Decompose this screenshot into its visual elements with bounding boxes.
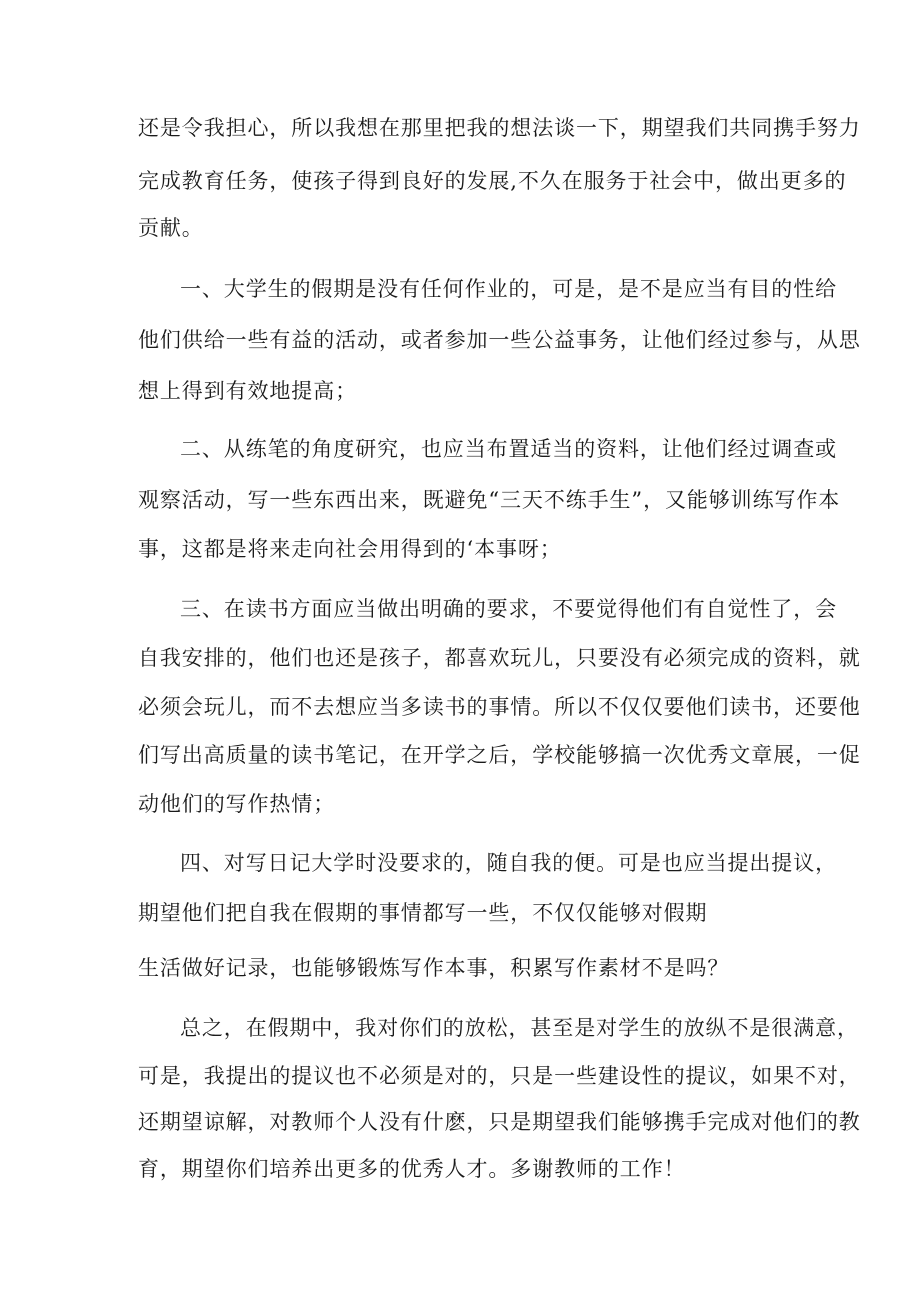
text-line: 想上得到有效地提高； (138, 379, 357, 403)
text-line: 育，期望你们培养出更多的优秀人才。多谢教师的工作！ (138, 1157, 686, 1181)
text-line: 完成教育任务，使孩子得到良好的发展,不久在服务于社会中，做出更多的 (138, 169, 847, 193)
text-line: 还期望谅解，对教师个人没有什麽，只是期望我们能够携手完成对他们的教 (138, 1110, 861, 1134)
text-line: 总之，在假期中，我对你们的放松，甚至是对学生的放纵不是很满意， (180, 1016, 859, 1040)
text-line: 一、大学生的假期是没有任何作业的，可是，是不是应当有目的性给 (180, 277, 837, 301)
text-line: 动他们的写作热情； (138, 792, 336, 816)
text-line: 生活做好记录，也能够锻炼写作本事，积累写作素材不是吗？ (138, 956, 730, 980)
text-line: 可是，我提出的提议也不必须是对的，只是一些建设性的提议，如果不对， (138, 1064, 861, 1088)
text-line: 必须会玩儿，而不去想应当多读书的事情。所以不仅仅要他们读书，还要他 (138, 695, 861, 719)
text-line: 期望他们把自我在假期的事情都写一些，不仅仅能够对假期 (138, 901, 708, 925)
text-line: 事，这都是将来走向社会用得到的‘本事呀； (138, 537, 562, 561)
text-line: 自我安排的，他们也还是孩子，都喜欢玩儿，只要没有必须完成的资料，就 (138, 646, 861, 670)
text-line: 还是令我担心，所以我想在那里把我的想法谈一下，期望我们共同携手努力 (138, 116, 861, 140)
text-line: 他们供给一些有益的活动，或者参加一些公益事务，让他们经过参与，从思 (138, 328, 861, 352)
text-line: 二、从练笔的角度研究，也应当布置适当的资料，让他们经过调查或 (180, 437, 837, 461)
text-line: 四、对写日记大学时没要求的，随自我的便。可是也应当提出提议， (180, 851, 837, 875)
text-line: 们写出高质量的读书笔记，在开学之后，学校能够搞一次优秀文章展，一促 (138, 743, 861, 767)
text-line: 三、在读书方面应当做出明确的要求，不要觉得他们有自觉性了，会 (180, 597, 837, 621)
text-line: 贡献。 (138, 216, 204, 240)
text-line: 观察活动，写一些东西出来，既避免“三天不练手生”，又能够训练写作本 (138, 488, 841, 512)
